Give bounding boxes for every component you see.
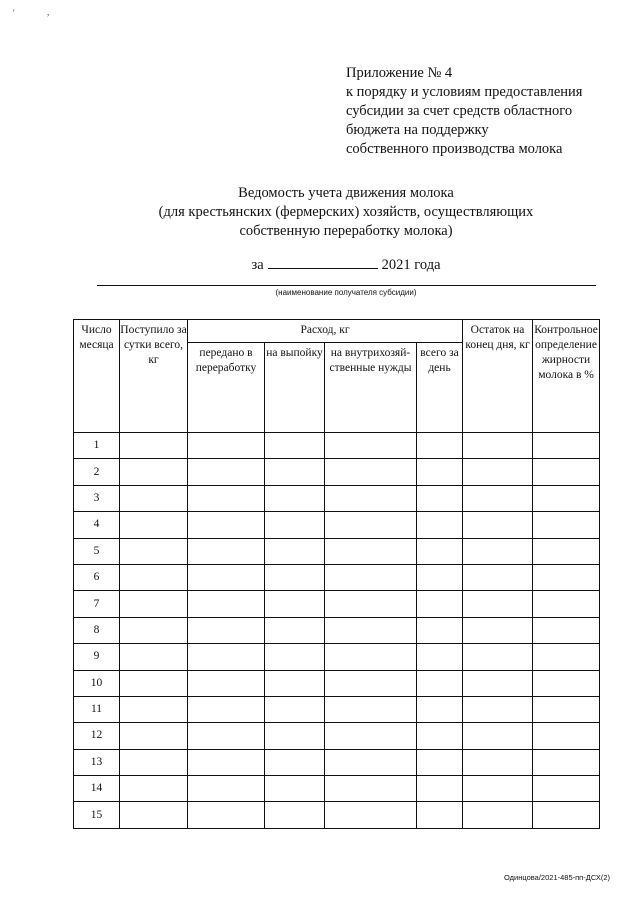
table-cell[interactable]	[463, 802, 533, 828]
table-cell[interactable]	[188, 591, 265, 617]
appendix-line: бюджета на поддержку	[346, 122, 489, 138]
table-cell[interactable]	[533, 644, 600, 670]
table-cell[interactable]	[325, 433, 417, 459]
table-cell[interactable]	[120, 723, 188, 749]
table-cell[interactable]	[463, 433, 533, 459]
table-cell[interactable]	[463, 459, 533, 485]
table-cell[interactable]	[417, 696, 463, 722]
table-cell[interactable]	[188, 485, 265, 511]
day-number: 6	[74, 564, 120, 590]
table-cell[interactable]	[265, 538, 325, 564]
table-cell[interactable]	[325, 591, 417, 617]
table-cell[interactable]	[463, 723, 533, 749]
table-cell[interactable]	[265, 591, 325, 617]
period-blank-field[interactable]	[268, 254, 378, 269]
table-cell[interactable]	[120, 749, 188, 775]
table-cell[interactable]	[265, 644, 325, 670]
day-number: 3	[74, 485, 120, 511]
table-cell[interactable]	[265, 723, 325, 749]
day-number: 12	[74, 723, 120, 749]
document-title	[96, 184, 596, 241]
table-cell[interactable]	[463, 670, 533, 696]
table-cell[interactable]	[188, 538, 265, 564]
title-line: Ведомость учета движения молока	[238, 185, 454, 201]
table-row	[74, 696, 600, 722]
appendix-note	[346, 64, 626, 159]
table-cell[interactable]	[325, 485, 417, 511]
table-cell[interactable]	[463, 485, 533, 511]
table-cell[interactable]	[188, 433, 265, 459]
table-cell[interactable]	[533, 776, 600, 802]
table-cell[interactable]	[120, 512, 188, 538]
table-cell[interactable]	[533, 485, 600, 511]
header-feeding: на выпойку	[265, 343, 325, 433]
scan-speck: '	[13, 8, 15, 18]
table-cell[interactable]	[265, 564, 325, 590]
table-cell[interactable]	[463, 564, 533, 590]
day-number: 4	[74, 512, 120, 538]
table-cell[interactable]	[417, 723, 463, 749]
table-cell[interactable]	[325, 723, 417, 749]
table-cell[interactable]	[325, 459, 417, 485]
table-cell[interactable]	[533, 696, 600, 722]
header-processing: передано в переработку	[188, 343, 265, 433]
day-number: 14	[74, 776, 120, 802]
table-row	[74, 617, 600, 643]
table-row	[74, 485, 600, 511]
header-internal-needs: на внутрихозяй-ственные нужды	[325, 343, 417, 433]
table-row	[74, 538, 600, 564]
table-cell[interactable]	[188, 776, 265, 802]
table-cell[interactable]	[325, 802, 417, 828]
table-cell[interactable]	[533, 459, 600, 485]
table-cell[interactable]	[325, 749, 417, 775]
table-cell[interactable]	[188, 617, 265, 643]
table-cell[interactable]	[325, 670, 417, 696]
table-cell[interactable]	[188, 802, 265, 828]
title-line: (для крестьянских (фермерских) хозяйств, осуществляющих	[158, 204, 534, 220]
table-cell[interactable]	[417, 538, 463, 564]
table-cell[interactable]	[188, 512, 265, 538]
table-cell[interactable]	[265, 802, 325, 828]
table-cell[interactable]	[417, 670, 463, 696]
table-cell[interactable]	[417, 459, 463, 485]
header-received: Поступило за сутки всего, кг	[120, 320, 188, 433]
table-cell[interactable]	[325, 512, 417, 538]
table-cell[interactable]	[265, 617, 325, 643]
table-row	[74, 723, 600, 749]
table-cell[interactable]	[265, 433, 325, 459]
table-cell[interactable]	[265, 459, 325, 485]
table-cell[interactable]	[120, 670, 188, 696]
period-prefix: за	[251, 257, 264, 273]
table-cell[interactable]	[417, 564, 463, 590]
document-code: Одинцова/2021-485-пп-ДСХ(2)	[504, 873, 610, 882]
day-number: 10	[74, 670, 120, 696]
table-row	[74, 644, 600, 670]
table-cell[interactable]	[463, 696, 533, 722]
table-cell[interactable]	[417, 802, 463, 828]
table-cell[interactable]	[533, 617, 600, 643]
day-number: 5	[74, 538, 120, 564]
header-expense: Расход, кг	[188, 320, 463, 343]
table-row	[74, 433, 600, 459]
table-cell[interactable]	[120, 564, 188, 590]
table-cell[interactable]	[533, 749, 600, 775]
appendix-line: Приложение № 4	[346, 65, 453, 81]
table-cell[interactable]	[417, 591, 463, 617]
header-balance: Остаток на конец дня, кг	[463, 320, 533, 433]
day-number: 7	[74, 591, 120, 617]
table-cell[interactable]	[417, 433, 463, 459]
table-cell[interactable]	[120, 617, 188, 643]
day-number: 11	[74, 696, 120, 722]
table-cell[interactable]	[188, 723, 265, 749]
day-number: 13	[74, 749, 120, 775]
table-cell[interactable]	[325, 538, 417, 564]
title-line: собственную переработку молока)	[239, 223, 453, 239]
table-cell[interactable]	[325, 776, 417, 802]
table-cell[interactable]	[265, 696, 325, 722]
table-cell[interactable]	[120, 433, 188, 459]
table-cell[interactable]	[463, 617, 533, 643]
table-cell[interactable]	[533, 723, 600, 749]
appendix-line: субсидии за счет средств областного	[346, 103, 573, 119]
day-number: 8	[74, 617, 120, 643]
table-cell[interactable]	[533, 591, 600, 617]
header-daily-total: всего за день	[417, 343, 463, 433]
table-cell[interactable]	[120, 591, 188, 617]
table-row	[74, 749, 600, 775]
table-cell[interactable]	[188, 459, 265, 485]
table-cell[interactable]	[533, 538, 600, 564]
table-cell[interactable]	[533, 670, 600, 696]
table-cell[interactable]	[265, 776, 325, 802]
table-cell[interactable]	[417, 512, 463, 538]
table-row	[74, 564, 600, 590]
recipient-caption: (наименование получателя субсидии)	[275, 288, 417, 297]
table-cell[interactable]	[417, 485, 463, 511]
table-cell[interactable]	[265, 512, 325, 538]
table-row	[74, 591, 600, 617]
period-line	[96, 254, 596, 275]
table-cell[interactable]	[120, 802, 188, 828]
table-cell[interactable]	[463, 749, 533, 775]
table-cell[interactable]	[533, 802, 600, 828]
day-number: 9	[74, 644, 120, 670]
table-cell[interactable]	[463, 538, 533, 564]
table-cell[interactable]	[325, 696, 417, 722]
table-cell[interactable]	[463, 776, 533, 802]
table-cell[interactable]	[120, 776, 188, 802]
table-cell[interactable]	[463, 591, 533, 617]
table-cell[interactable]	[188, 670, 265, 696]
table-row	[74, 512, 600, 538]
period-suffix: 2021 года	[381, 257, 441, 273]
table-cell[interactable]	[463, 644, 533, 670]
day-number: 2	[74, 459, 120, 485]
table-cell[interactable]	[188, 644, 265, 670]
day-number: 1	[74, 433, 120, 459]
table-cell[interactable]	[325, 644, 417, 670]
table-cell[interactable]	[417, 776, 463, 802]
recipient-name-field[interactable]	[97, 285, 596, 286]
table-cell[interactable]	[417, 617, 463, 643]
table-cell[interactable]	[120, 696, 188, 722]
table-cell[interactable]	[325, 564, 417, 590]
table-cell[interactable]	[533, 564, 600, 590]
header-fat-content: Контрольное определение жирности молока в %	[533, 320, 600, 433]
table-cell[interactable]	[120, 459, 188, 485]
table-cell[interactable]	[265, 670, 325, 696]
appendix-line: к порядку и условиям предоставления	[346, 84, 583, 100]
table-cell[interactable]	[463, 512, 533, 538]
table-cell[interactable]	[417, 644, 463, 670]
appendix-line: собственного производства молока	[346, 141, 563, 157]
table-cell[interactable]	[120, 644, 188, 670]
table-row	[74, 459, 600, 485]
table-cell[interactable]	[188, 564, 265, 590]
table-cell[interactable]	[188, 696, 265, 722]
table-cell[interactable]	[533, 512, 600, 538]
table-cell[interactable]	[120, 485, 188, 511]
milk-ledger-table	[73, 319, 600, 829]
table-cell[interactable]	[265, 485, 325, 511]
header-day: Число месяца	[74, 320, 120, 433]
table-cell[interactable]	[265, 749, 325, 775]
table-cell[interactable]	[417, 749, 463, 775]
table-row	[74, 802, 600, 828]
table-cell[interactable]	[325, 617, 417, 643]
day-number: 15	[74, 802, 120, 828]
table-cell[interactable]	[188, 749, 265, 775]
table-row	[74, 776, 600, 802]
table-cell[interactable]	[533, 433, 600, 459]
table-row	[74, 670, 600, 696]
table-cell[interactable]	[120, 538, 188, 564]
scan-speck: ,	[47, 7, 50, 17]
